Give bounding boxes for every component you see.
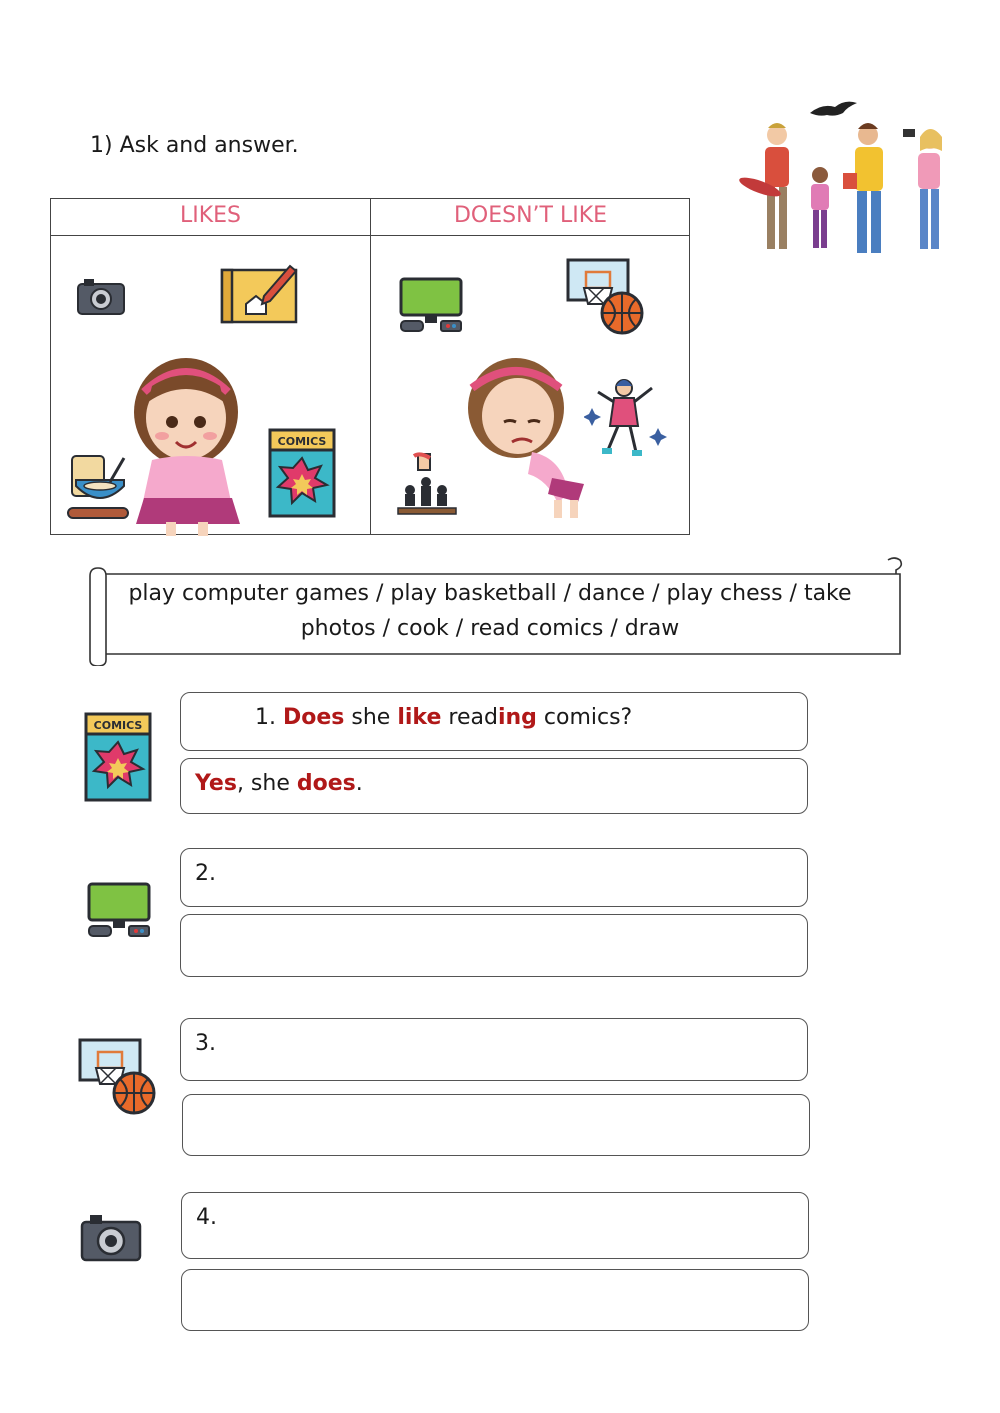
family-illustration <box>735 95 960 265</box>
dislikes-header: DOESN’T LIKE <box>453 203 608 228</box>
question-2-number: 2. <box>195 861 216 886</box>
answer-dot: . <box>355 771 363 796</box>
answer-box-4[interactable] <box>181 1269 809 1331</box>
example-question <box>255 705 632 730</box>
camera-icon <box>80 1212 142 1262</box>
instruction: 1) Ask and answer. <box>90 133 299 158</box>
word-bank <box>110 576 870 646</box>
question-ing: ing <box>497 705 537 730</box>
comics-icon <box>84 712 152 802</box>
computer-games-icon <box>398 277 464 333</box>
drawing-icon <box>218 260 300 328</box>
chess-icon <box>396 452 458 516</box>
svg-text:COMICS: COMICS <box>277 435 327 448</box>
question-read: read <box>441 705 498 730</box>
answer-box-2[interactable] <box>180 914 808 977</box>
answer-she: , she <box>236 771 297 796</box>
happy-girl-illustration <box>118 352 258 536</box>
column-divider <box>370 199 371 534</box>
answer-box-3[interactable] <box>182 1094 810 1156</box>
computer-games-icon <box>86 882 152 938</box>
word-bank-line-1: play computer games / play basketball / dance / play chess / take <box>128 581 852 606</box>
answer-yes: Yes <box>195 771 237 796</box>
dance-icon <box>584 376 670 462</box>
camera-icon <box>76 276 126 316</box>
comics-icon <box>268 428 336 518</box>
question-box-1 <box>180 692 808 751</box>
example-answer <box>195 771 363 796</box>
question-does: Does <box>283 705 345 730</box>
basketball-icon <box>78 1038 158 1116</box>
answer-does: does <box>296 771 356 796</box>
question-box-4[interactable] <box>181 1192 809 1259</box>
question-rest: comics? <box>536 705 633 730</box>
svg-text:COMICS: COMICS <box>93 719 143 732</box>
question-3-number: 3. <box>195 1031 216 1056</box>
question-number: 1. <box>255 705 276 730</box>
question-box-3[interactable] <box>180 1018 808 1081</box>
question-4-number: 4. <box>196 1205 217 1230</box>
sad-girl-illustration <box>458 352 598 522</box>
question-like: like <box>397 705 442 730</box>
question-she: she <box>344 705 398 730</box>
question-box-2[interactable] <box>180 848 808 907</box>
word-bank-line-2: photos / cook / read comics / draw <box>300 616 680 641</box>
likes-header: LIKES <box>179 203 242 228</box>
answer-box-1 <box>180 758 808 814</box>
basketball-icon <box>566 258 646 336</box>
baking-icon <box>66 452 132 522</box>
